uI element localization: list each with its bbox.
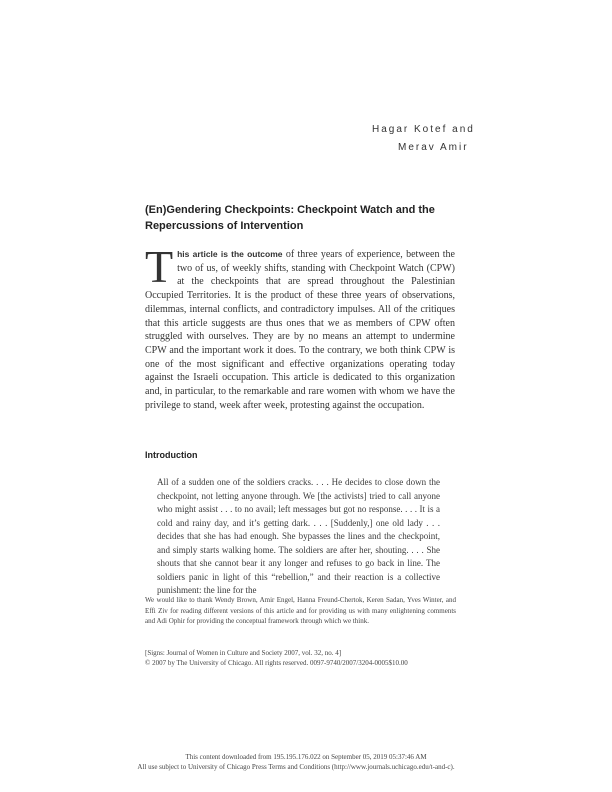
journal-info <box>145 648 408 668</box>
footer-line-2: All use subject to University of Chicago Press Terms and Conditions (http://www.journals.uchicago.edu/t-and-c). <box>137 763 455 771</box>
download-footer <box>0 752 612 772</box>
body-text: of three years of experience, between the two of us, of weekly shifts, standing with Checkpoint Watch (CPW) at the checkpoints that are spread throughout the Palestinian Occupied Territories. It is the product of these three years of observations, dilemmas, internal conflicts, and contradictory impulses. All of the critiques that this article suggests are thus ones that we as members of CPW often struggled with ourselves. They are by no means an attempt to undermine CPW and the important work it does. To the contrary, we both think CPW is one of the most significant and effective organizations operating today against the Israeli occupation. This article is dedicated to this organization and, in particular, to the remarkable and rare women with whom we have the privilege to stand, week after week, protesting against the occupation. <box>145 249 455 411</box>
body-paragraph <box>145 241 455 412</box>
drop-cap: T <box>145 241 174 292</box>
journal-citation: [Signs: Journal of Women in Culture and Society 2007, vol. 32, no. 4] <box>145 649 342 657</box>
article-title: (En)Gendering Checkpoints: Checkpoint Watch and the Repercussions of Intervention <box>145 204 435 232</box>
block-quote: All of a sudden one of the soldiers cracks. . . . He decides to close down the checkpoint, not letting anyone through. We [the activists] tried to call anyone who might assist . . . to no avail; left messages but got no response. . . . It is a cold and rainy day, and it’s getting dark. . . . [Suddenly,] one old lady . . . decides that she has had enough. She bypasses the lines and the checkpoint, and simply starts walking home. The soldiers are after her, shouting. . . . She shouts that she cannot bear it any longer and refuses to go back in line. The soldiers panic in light of this “rebellion,” and their reaction is a collective punishment: the line for the <box>157 477 440 595</box>
author-line-1: Hagar Kotef and <box>372 124 475 135</box>
acknowledgment-note: We would like to thank Wendy Brown, Amir Engel, Hanna Freund-Chertok, Keren Sadan, Yves Winter, and Effi Ziv for reading different versions of this article and for providing us with many enlightening comments and Adi Ophir for providing the conceptual framework through which we think. <box>145 596 456 625</box>
author-line-2: Merav Amir <box>398 142 469 153</box>
footer-line-1: This content downloaded from 195.195.176.022 on September 05, 2019 05:37:46 AM <box>185 753 427 761</box>
copyright-line: © 2007 by The University of Chicago. All rights reserved. 0097-9740/2007/3204-0005$10.00 <box>145 659 408 667</box>
section-heading: Introduction <box>145 450 198 460</box>
lead-in: his article is the outcome <box>177 249 283 259</box>
